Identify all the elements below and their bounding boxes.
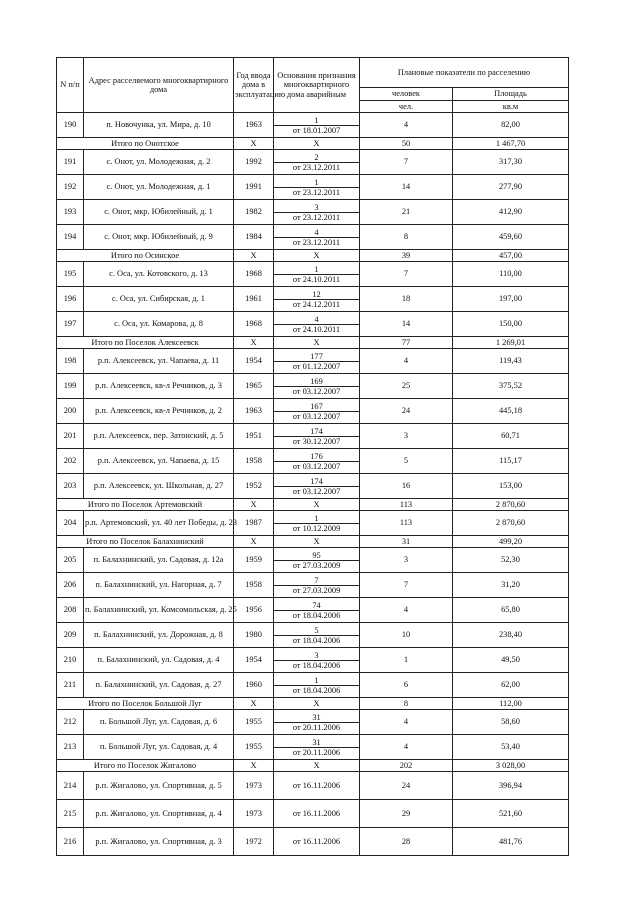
row-doc-date: от 23.12.2011 — [274, 238, 360, 250]
row-doc-date: от 18.01.2007 — [274, 126, 360, 138]
table-row — [57, 800, 569, 828]
table-row — [57, 623, 569, 636]
table-row — [57, 399, 569, 412]
row-people: 24 — [360, 399, 453, 424]
row-year: 1961 — [234, 287, 274, 312]
table-row — [57, 113, 569, 126]
row-doc-date: от 24.10.2011 — [274, 325, 360, 337]
total-label: Итого по Осинское — [57, 250, 234, 262]
row-area: 197,00 — [453, 287, 569, 312]
row-doc-number: 174 — [274, 474, 360, 487]
row-year: 1968 — [234, 312, 274, 337]
row-doc-number: 177 — [274, 349, 360, 362]
header-address: Адрес расселяемого многоквартирного дома — [84, 58, 234, 113]
row-doc-date: от 18.04.2006 — [274, 686, 360, 698]
row-doc-number: 3 — [274, 200, 360, 213]
row-doc-date: от 24.10.2011 — [274, 275, 360, 287]
total-year: X — [234, 337, 274, 349]
row-people: 4 — [360, 598, 453, 623]
row-number: 212 — [57, 710, 84, 735]
row-year: 1972 — [234, 828, 274, 856]
row-doc-date: от 23.12.2011 — [274, 188, 360, 200]
row-address: р.п. Жигалово, ул. Спортивная, д. 4 — [84, 800, 234, 828]
row-year: 1955 — [234, 735, 274, 760]
row-number: 209 — [57, 623, 84, 648]
total-basis: X — [274, 250, 360, 262]
row-number: 198 — [57, 349, 84, 374]
row-address: р.п. Алексеевск, пер. Затонский, д. 5 — [84, 424, 234, 449]
row-area: 65,80 — [453, 598, 569, 623]
total-row — [57, 250, 569, 262]
row-doc-number: 1 — [274, 673, 360, 686]
row-address: р.п. Жигалово, ул. Спортивная, д. 5 — [84, 772, 234, 800]
row-address: р.п. Алексеевск, кв-л Речников, д. 3 — [84, 374, 234, 399]
row-people: 16 — [360, 474, 453, 499]
table-row — [57, 598, 569, 611]
row-year: 1958 — [234, 449, 274, 474]
row-area: 110,00 — [453, 262, 569, 287]
table-row — [57, 349, 569, 362]
row-year: 1973 — [234, 800, 274, 828]
row-number: 201 — [57, 424, 84, 449]
total-area: 1 467,70 — [453, 138, 569, 150]
row-area: 445,18 — [453, 399, 569, 424]
row-doc-number: 5 — [274, 623, 360, 636]
resettlement-table-page — [56, 57, 569, 856]
row-year: 1963 — [234, 399, 274, 424]
row-area: 82,00 — [453, 113, 569, 138]
total-label: Итого по Поселок Артемовский — [57, 499, 234, 511]
row-number: 192 — [57, 175, 84, 200]
row-number: 199 — [57, 374, 84, 399]
total-label: Итого по Поселок Жигалово — [57, 760, 234, 772]
row-area: 60,71 — [453, 424, 569, 449]
table-row — [57, 200, 569, 213]
total-area: 457,00 — [453, 250, 569, 262]
row-doc-number: 1 — [274, 113, 360, 126]
row-year: 1982 — [234, 200, 274, 225]
table-row — [57, 772, 569, 800]
row-address: р.п. Жигалово, ул. Спортивная, д. 3 — [84, 828, 234, 856]
table-body — [57, 113, 569, 856]
row-address: п. Большой Луг, ул. Садовая, д. 4 — [84, 735, 234, 760]
total-row — [57, 536, 569, 548]
row-address: п. Новочунка, ул. Мира, д. 10 — [84, 113, 234, 138]
row-people: 29 — [360, 800, 453, 828]
row-doc-date: от 03.12.2007 — [274, 412, 360, 424]
table-row — [57, 374, 569, 387]
row-area: 49,50 — [453, 648, 569, 673]
table-header — [57, 58, 569, 113]
row-number: 191 — [57, 150, 84, 175]
total-basis: X — [274, 536, 360, 548]
row-doc-date: от 27.03.2009 — [274, 586, 360, 598]
row-people: 25 — [360, 374, 453, 399]
table-row — [57, 262, 569, 275]
row-people: 7 — [360, 150, 453, 175]
row-number: 190 — [57, 113, 84, 138]
table-row — [57, 573, 569, 586]
total-people: 31 — [360, 536, 453, 548]
row-number: 196 — [57, 287, 84, 312]
row-year: 1956 — [234, 598, 274, 623]
row-number: 210 — [57, 648, 84, 673]
header-area-unit: кв.м — [453, 100, 569, 112]
total-people: 39 — [360, 250, 453, 262]
row-address: с. Онот, ул. Молодежная, д. 2 — [84, 150, 234, 175]
total-year: X — [234, 698, 274, 710]
table-row — [57, 287, 569, 300]
row-area: 62,00 — [453, 673, 569, 698]
row-address: р.п. Алексеевск, ул. Школьная, д. 27 — [84, 474, 234, 499]
row-number: 213 — [57, 735, 84, 760]
row-address: р.п. Алексеевск, ул. Чапаева, д. 15 — [84, 449, 234, 474]
row-address: р.п. Алексеевск, ул. Чапаева, д. 11 — [84, 349, 234, 374]
table-row — [57, 735, 569, 748]
row-address: п. Балахнинский, ул. Садовая, д. 12а — [84, 548, 234, 573]
total-year: X — [234, 499, 274, 511]
total-people: 77 — [360, 337, 453, 349]
header-num: N п/п — [57, 58, 84, 113]
row-area: 115,17 — [453, 449, 569, 474]
row-address: с. Оса, ул. Комарова, д. 8 — [84, 312, 234, 337]
total-basis: X — [274, 138, 360, 150]
row-doc-number: 12 — [274, 287, 360, 300]
row-number: 203 — [57, 474, 84, 499]
row-address: с. Оса, ул. Сибирская, д. 1 — [84, 287, 234, 312]
total-basis: X — [274, 337, 360, 349]
row-doc-date: от 18.04.2006 — [274, 661, 360, 673]
row-people: 113 — [360, 511, 453, 536]
row-address: с. Онот, ул. Молодежная, д. 1 — [84, 175, 234, 200]
row-doc-date: от 23.12.2011 — [274, 213, 360, 225]
row-people: 18 — [360, 287, 453, 312]
row-doc-date: от 20.11.2006 — [274, 748, 360, 760]
row-number: 204 — [57, 511, 84, 536]
row-number: 211 — [57, 673, 84, 698]
row-people: 14 — [360, 312, 453, 337]
row-people: 4 — [360, 113, 453, 138]
row-address: п. Балахнинский, ул. Садовая, д. 27 — [84, 673, 234, 698]
row-year: 1958 — [234, 573, 274, 598]
row-year: 1954 — [234, 349, 274, 374]
row-people: 24 — [360, 772, 453, 800]
row-doc-number: 4 — [274, 225, 360, 238]
row-number: 202 — [57, 449, 84, 474]
row-people: 7 — [360, 573, 453, 598]
total-basis: X — [274, 499, 360, 511]
row-number: 216 — [57, 828, 84, 856]
row-area: 150,00 — [453, 312, 569, 337]
row-doc-date: от 03.12.2007 — [274, 387, 360, 399]
table-row — [57, 150, 569, 163]
row-doc-number: 31 — [274, 735, 360, 748]
row-area: 119,43 — [453, 349, 569, 374]
row-number: 206 — [57, 573, 84, 598]
table-row — [57, 474, 569, 487]
total-people: 50 — [360, 138, 453, 150]
row-number: 215 — [57, 800, 84, 828]
row-area: 317,30 — [453, 150, 569, 175]
row-doc-number: 174 — [274, 424, 360, 437]
row-people: 4 — [360, 349, 453, 374]
row-year: 1991 — [234, 175, 274, 200]
total-basis: X — [274, 698, 360, 710]
row-people: 4 — [360, 735, 453, 760]
row-number: 195 — [57, 262, 84, 287]
total-basis: X — [274, 760, 360, 772]
row-doc-number: 167 — [274, 399, 360, 412]
row-area: 521,60 — [453, 800, 569, 828]
total-people: 8 — [360, 698, 453, 710]
row-people: 4 — [360, 710, 453, 735]
row-area: 53,40 — [453, 735, 569, 760]
row-doc-date: от 18.04.2006 — [274, 611, 360, 623]
row-year: 1968 — [234, 262, 274, 287]
row-address: п. Балахнинский, ул. Садовая, д. 4 — [84, 648, 234, 673]
row-doc-date: от 18.04.2006 — [274, 636, 360, 648]
row-people: 10 — [360, 623, 453, 648]
row-doc-number: 7 — [274, 573, 360, 586]
header-year: Год ввода дома в эксплуатацию — [234, 58, 274, 113]
table-row — [57, 648, 569, 661]
row-doc-number: 1 — [274, 175, 360, 188]
row-year: 1952 — [234, 474, 274, 499]
row-area: 238,40 — [453, 623, 569, 648]
total-row — [57, 499, 569, 511]
total-year: X — [234, 138, 274, 150]
table-row — [57, 175, 569, 188]
row-doc-number: 1 — [274, 511, 360, 524]
row-people: 6 — [360, 673, 453, 698]
row-people: 14 — [360, 175, 453, 200]
total-area: 1 269,01 — [453, 337, 569, 349]
row-doc-date: от 27.03.2009 — [274, 561, 360, 573]
row-doc-number: 176 — [274, 449, 360, 462]
row-basis: от 16.11.2006 — [274, 772, 360, 800]
row-doc-date: от 24.12.2011 — [274, 300, 360, 312]
table-row — [57, 710, 569, 723]
row-number: 194 — [57, 225, 84, 250]
row-area: 153,00 — [453, 474, 569, 499]
header-people-unit: чел. — [360, 100, 453, 112]
row-area: 412,90 — [453, 200, 569, 225]
row-number: 197 — [57, 312, 84, 337]
row-year: 1965 — [234, 374, 274, 399]
table-row — [57, 673, 569, 686]
row-people: 7 — [360, 262, 453, 287]
row-address: п. Большой Луг, ул. Садовая, д. 6 — [84, 710, 234, 735]
row-basis: от 16.11.2006 — [274, 828, 360, 856]
header-area-label: Площадь — [453, 88, 569, 100]
row-address: р.п. Артемовский, ул. 40 лет Победы, д. 23 — [84, 511, 234, 536]
row-area: 277,90 — [453, 175, 569, 200]
row-area: 31,20 — [453, 573, 569, 598]
row-number: 205 — [57, 548, 84, 573]
row-area: 52,30 — [453, 548, 569, 573]
row-doc-date: от 10.12.2009 — [274, 524, 360, 536]
row-doc-number: 3 — [274, 648, 360, 661]
row-basis: от 16.11.2006 — [274, 800, 360, 828]
row-area: 58,60 — [453, 710, 569, 735]
row-doc-number: 31 — [274, 710, 360, 723]
row-doc-date: от 03.12.2007 — [274, 487, 360, 499]
row-doc-date: от 30.12.2007 — [274, 437, 360, 449]
row-year: 1980 — [234, 623, 274, 648]
row-year: 1992 — [234, 150, 274, 175]
row-doc-number: 169 — [274, 374, 360, 387]
table-row — [57, 449, 569, 462]
total-label: Итого по Онотское — [57, 138, 234, 150]
total-year: X — [234, 536, 274, 548]
row-year: 1955 — [234, 710, 274, 735]
row-people: 3 — [360, 548, 453, 573]
row-year: 1973 — [234, 772, 274, 800]
table-row — [57, 225, 569, 238]
total-row — [57, 337, 569, 349]
header-basis: Основания признания многоквартирного дома аварийным — [274, 58, 360, 113]
table-row — [57, 424, 569, 437]
total-year: X — [234, 760, 274, 772]
table-row — [57, 548, 569, 561]
header-plan: Плановые показатели по расселению — [360, 58, 569, 88]
total-people: 113 — [360, 499, 453, 511]
row-year: 1951 — [234, 424, 274, 449]
row-area: 2 870,60 — [453, 511, 569, 536]
row-number: 200 — [57, 399, 84, 424]
row-year: 1984 — [234, 225, 274, 250]
row-doc-date: от 03.12.2007 — [274, 462, 360, 474]
total-label: Итого по Поселок Большой Луг — [57, 698, 234, 710]
row-doc-number: 1 — [274, 262, 360, 275]
total-row — [57, 138, 569, 150]
row-year: 1954 — [234, 648, 274, 673]
row-number: 214 — [57, 772, 84, 800]
total-area: 499,20 — [453, 536, 569, 548]
row-address: п. Балахнинский, ул. Комсомольская, д. 25 — [84, 598, 234, 623]
row-address: р.п. Алексеевск, кв-л Речников, д. 2 — [84, 399, 234, 424]
total-people: 202 — [360, 760, 453, 772]
total-year: X — [234, 250, 274, 262]
row-doc-number: 4 — [274, 312, 360, 325]
row-year: 1987 — [234, 511, 274, 536]
total-row — [57, 760, 569, 772]
row-doc-date: от 01.12.2007 — [274, 362, 360, 374]
row-people: 21 — [360, 200, 453, 225]
row-people: 28 — [360, 828, 453, 856]
row-year: 1960 — [234, 673, 274, 698]
header-people-label: человек — [360, 88, 453, 100]
row-area: 396,94 — [453, 772, 569, 800]
row-area: 481,76 — [453, 828, 569, 856]
row-address: п. Балахнинский, ул. Нагорная, д. 7 — [84, 573, 234, 598]
row-people: 3 — [360, 424, 453, 449]
row-area: 375,52 — [453, 374, 569, 399]
row-doc-date: от 23.12.2011 — [274, 163, 360, 175]
row-address: с. Онот, мкр. Юбилейный, д. 1 — [84, 200, 234, 225]
total-row — [57, 698, 569, 710]
row-year: 1963 — [234, 113, 274, 138]
resettlement-table — [56, 57, 569, 856]
row-address: п. Балахнинский, ул. Дорожная, д. 8 — [84, 623, 234, 648]
table-row — [57, 312, 569, 325]
row-people: 8 — [360, 225, 453, 250]
total-area: 112,00 — [453, 698, 569, 710]
table-row — [57, 828, 569, 856]
row-doc-number: 2 — [274, 150, 360, 163]
row-doc-date: от 20.11.2006 — [274, 723, 360, 735]
row-address: с. Оса, ул. Котовского, д. 13 — [84, 262, 234, 287]
row-year: 1959 — [234, 548, 274, 573]
row-address: с. Онот, мкр. Юбилейный, д. 9 — [84, 225, 234, 250]
row-doc-number: 74 — [274, 598, 360, 611]
total-area: 3 028,00 — [453, 760, 569, 772]
total-label: Итого по Поселок Алексеевск — [57, 337, 234, 349]
table-row — [57, 511, 569, 524]
total-label: Итого по Поселок Балахнинский — [57, 536, 234, 548]
row-number: 193 — [57, 200, 84, 225]
row-doc-number: 95 — [274, 548, 360, 561]
row-area: 459,60 — [453, 225, 569, 250]
row-people: 1 — [360, 648, 453, 673]
total-area: 2 870,60 — [453, 499, 569, 511]
row-number: 208 — [57, 598, 84, 623]
row-people: 5 — [360, 449, 453, 474]
